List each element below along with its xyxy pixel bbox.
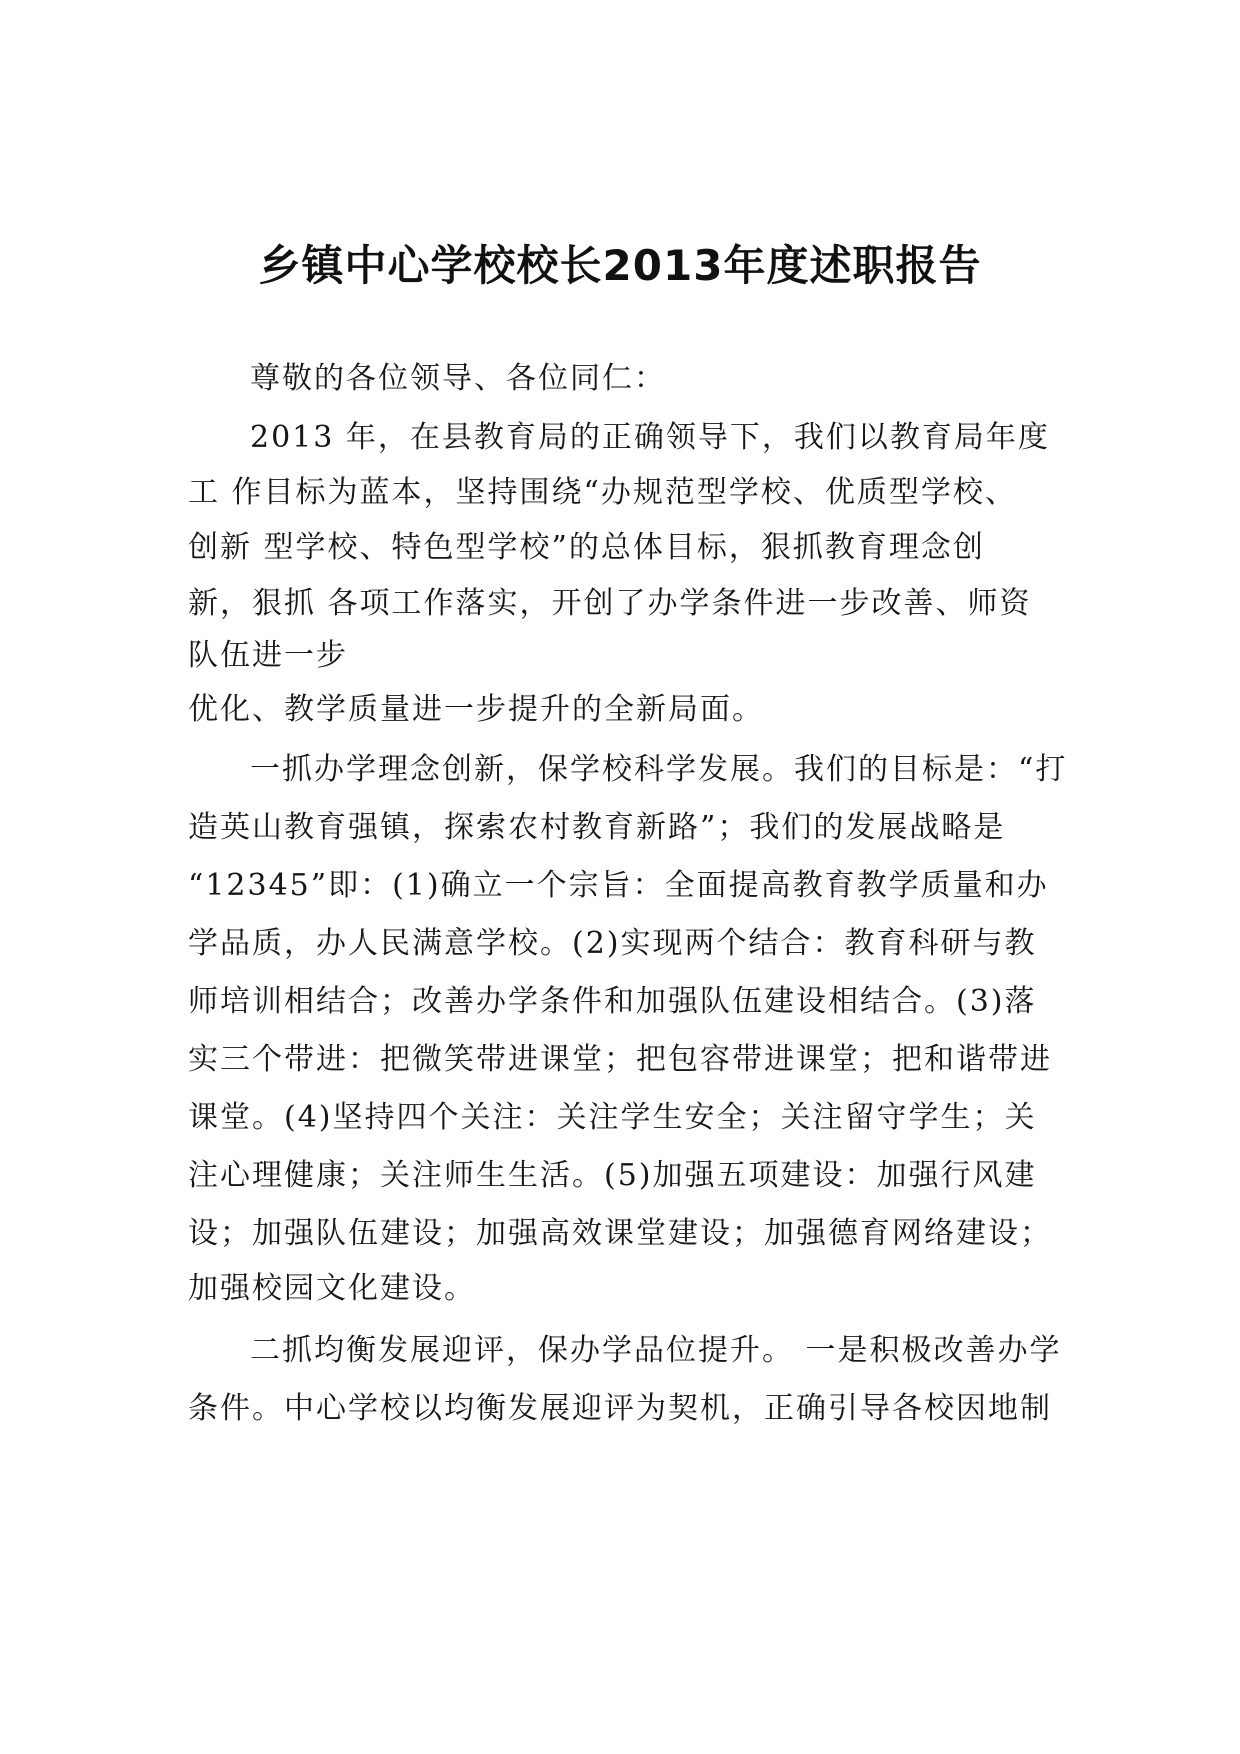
body-line: 创新 型学校、特色型学校”的总体目标，狠抓教育理念创 <box>188 530 985 565</box>
body-line: 实三个带进：把微笑带进课堂；把包容带进课堂；把和谐带进 <box>188 1042 1052 1077</box>
body-line: 新，狠抓 各项工作落实，开创了办学条件进一步改善、师资 <box>188 586 1032 621</box>
body-line: “12345”即：(1)确立一个宗旨：全面提高教育教学质量和办 <box>188 868 1049 903</box>
document-title: 乡镇中心学校校长2013年度述职报告 <box>258 241 982 290</box>
body-line: 师培训相结合；改善办学条件和加强队伍建设相结合。(3)落 <box>188 984 1037 1019</box>
body-line: 注心理健康；关注师生生活。(5)加强五项建设：加强行风建 <box>188 1158 1037 1193</box>
body-line: 学品质，办人民满意学校。(2)实现两个结合：教育科研与教 <box>188 926 1037 961</box>
salutation-line: 尊敬的各位领导、各位同仁： <box>250 361 666 396</box>
body-line: 课堂。(4)坚持四个关注：关注学生安全；关注留守学生；关 <box>188 1100 1037 1135</box>
body-line: 2013 年，在县教育局的正确领导下，我们以教育局年度 <box>250 420 1050 455</box>
body-line: 加强校园文化建设。 <box>188 1271 476 1306</box>
body-line: 一抓办学理念创新，保学校科学发展。我们的目标是：“打 <box>250 752 1068 787</box>
body-line: 设；加强队伍建设；加强高效课堂建设；加强德育网络建设； <box>188 1216 1052 1251</box>
body-line: 条件。中心学校以均衡发展迎评为契机，正确引导各校因地制 <box>188 1391 1052 1426</box>
body-line: 队伍进一步 <box>188 638 348 673</box>
body-line: 二抓均衡发展迎评，保办学品位提升。 一是积极改善办学 <box>250 1333 1062 1368</box>
body-line: 工 作目标为蓝本，坚持围绕“办规范型学校、优质型学校、 <box>188 475 1017 510</box>
body-line: 优化、教学质量进一步提升的全新局面。 <box>188 692 764 727</box>
body-line: 造英山教育强镇，探索农村教育新路”；我们的发展战略是 <box>188 810 1006 845</box>
